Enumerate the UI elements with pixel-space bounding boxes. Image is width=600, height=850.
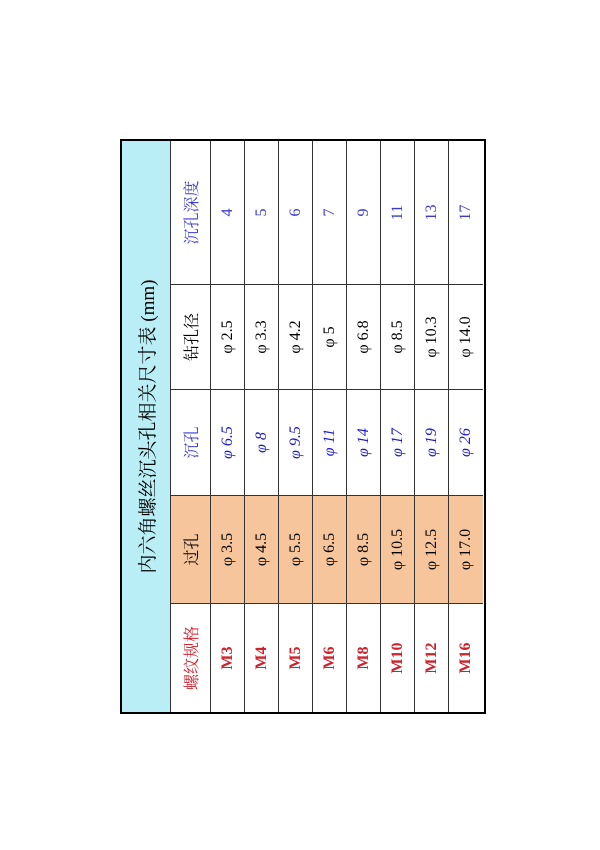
counterbore-depth-cell: 13 bbox=[415, 141, 449, 284]
thread-size-cell: M8 bbox=[347, 603, 381, 712]
counterbore-depth-cell: 7 bbox=[313, 141, 347, 284]
through-hole-cell: φ 5.5 bbox=[279, 495, 313, 603]
counterbore-depth-cell: 4 bbox=[211, 141, 245, 284]
header-thread-size: 螺纹规格 bbox=[171, 603, 211, 712]
through-hole-cell: φ 3.5 bbox=[211, 495, 245, 603]
header-through-hole: 过孔 bbox=[171, 495, 211, 603]
thread-size-cell: M12 bbox=[415, 603, 449, 712]
drill-diameter-cell: φ 8.5 bbox=[381, 284, 415, 389]
counterbore-depth-cell: 6 bbox=[279, 141, 313, 284]
counterbore-cell: φ 6.5 bbox=[211, 389, 245, 495]
counterbore-depth-cell: 5 bbox=[245, 141, 279, 284]
counterbore-cell: φ 26 bbox=[449, 389, 483, 495]
thread-size-cell: M10 bbox=[381, 603, 415, 712]
header-drill-diameter: 钻孔径 bbox=[171, 284, 211, 389]
counterbore-depth-cell: 17 bbox=[457, 204, 474, 221]
counterbore-cell: φ 11 bbox=[313, 389, 347, 495]
header-counterbore-depth: 沉孔深度 bbox=[171, 141, 211, 284]
through-hole-cell: φ 12.5 bbox=[415, 495, 449, 603]
table-title: 内六角螺丝沉头孔相关尺寸表 (mm) bbox=[122, 141, 171, 712]
counterbore-cell: φ 19 bbox=[415, 389, 449, 495]
table-grid bbox=[171, 141, 484, 712]
drill-diameter-cell: φ 5 bbox=[313, 284, 347, 389]
thread-size-cell: M16 bbox=[449, 603, 483, 712]
thread-size-cell: M3 bbox=[211, 603, 245, 712]
drill-diameter-cell: φ 2.5 bbox=[211, 284, 245, 389]
through-hole-cell: φ 4.5 bbox=[245, 495, 279, 603]
thread-size-cell: M5 bbox=[279, 603, 313, 712]
through-hole-cell: φ 6.5 bbox=[313, 495, 347, 603]
through-hole-cell: φ 10.5 bbox=[381, 495, 415, 603]
header-counterbore: 沉孔 bbox=[171, 389, 211, 495]
thread-size-cell: M6 bbox=[313, 603, 347, 712]
counterbore-cell: φ 14 bbox=[347, 389, 381, 495]
drill-diameter-cell: φ 3.3 bbox=[245, 284, 279, 389]
counterbore-cell: φ 17 bbox=[381, 389, 415, 495]
counterbore-depth-cell: 9 bbox=[347, 141, 381, 284]
thread-size-cell: M4 bbox=[245, 603, 279, 712]
drill-diameter-cell: φ 6.8 bbox=[347, 284, 381, 389]
drill-diameter-cell: φ 14.0 bbox=[449, 284, 483, 389]
rotated-table-area bbox=[120, 139, 486, 714]
drill-diameter-cell: φ 4.2 bbox=[279, 284, 313, 389]
through-hole-cell: φ 8.5 bbox=[347, 495, 381, 603]
counterbore-size-table bbox=[120, 139, 486, 714]
counterbore-depth-cell: 11 bbox=[381, 141, 415, 284]
drill-diameter-cell: φ 10.3 bbox=[415, 284, 449, 389]
counterbore-cell: φ 8 bbox=[245, 389, 279, 495]
counterbore-cell: φ 9.5 bbox=[279, 389, 313, 495]
through-hole-cell: φ 17.0 bbox=[449, 495, 483, 603]
